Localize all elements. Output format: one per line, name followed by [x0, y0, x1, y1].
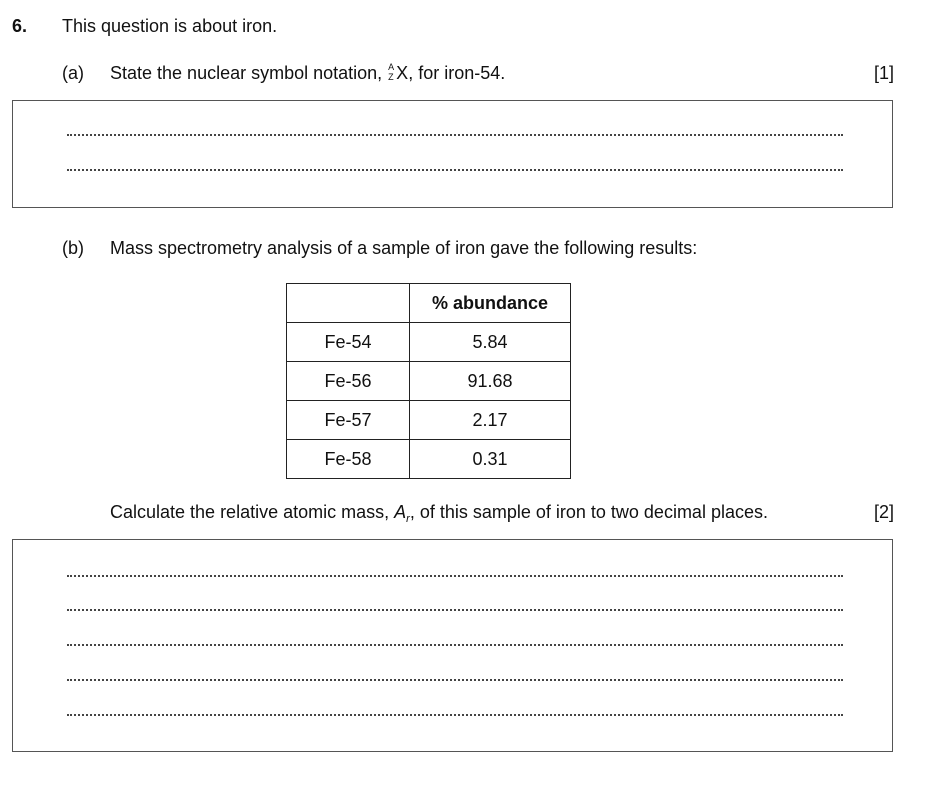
part-a-text-before: State the nuclear symbol notation, — [110, 63, 388, 83]
abundance-cell: 2.17 — [410, 401, 571, 440]
part-a-marks: [1] — [873, 63, 894, 83]
answer-line[interactable] — [67, 575, 843, 577]
part-b-label: (b) — [62, 238, 84, 258]
table-header-cell — [287, 284, 410, 323]
answer-line[interactable] — [67, 714, 843, 716]
part-a-prompt — [110, 63, 505, 84]
question-stem: This question is about iron. — [62, 16, 278, 36]
part-b-calc-prompt — [110, 502, 768, 525]
table-header-cell: % abundance — [410, 284, 571, 323]
answer-line[interactable] — [67, 679, 843, 681]
part-b-marks: [2] — [873, 502, 894, 522]
calc-text-before: Calculate the relative atomic mass, — [110, 502, 395, 522]
abundance-table — [286, 283, 571, 479]
abundance-cell: 91.68 — [410, 362, 571, 401]
part-a-text-after: , for iron-54. — [408, 63, 506, 83]
table-row — [287, 323, 571, 362]
abundance-cell: 5.84 — [410, 323, 571, 362]
part-a-answer-box[interactable] — [12, 100, 893, 208]
isotope-cell: Fe-58 — [287, 440, 410, 479]
answer-line[interactable] — [67, 644, 843, 646]
nuclear-symbol-mass: A — [388, 62, 395, 72]
nuclear-symbol — [387, 63, 396, 81]
part-b-intro: Mass spectrometry analysis of a sample of iron gave the following results: — [110, 238, 698, 258]
calc-symbol: A — [394, 502, 407, 522]
isotope-cell: Fe-56 — [287, 362, 410, 401]
answer-line[interactable] — [67, 169, 843, 171]
answer-line[interactable] — [67, 134, 843, 136]
isotope-cell: Fe-54 — [287, 323, 410, 362]
part-a-label: (a) — [62, 63, 84, 83]
calc-subscript: r — [406, 513, 410, 525]
part-b-answer-box[interactable] — [12, 539, 893, 752]
table-row — [287, 401, 571, 440]
table-header-row — [287, 284, 571, 323]
isotope-cell: Fe-57 — [287, 401, 410, 440]
answer-line[interactable] — [67, 609, 843, 611]
nuclear-symbol-atomic: Z — [388, 72, 394, 82]
abundance-cell: 0.31 — [410, 440, 571, 479]
nuclear-symbol-letter: X — [396, 63, 409, 83]
calc-text-after: , of this sample of iron to two decimal places. — [409, 502, 768, 522]
table-row — [287, 440, 571, 479]
question-number: 6. — [12, 16, 28, 36]
table-row — [287, 362, 571, 401]
